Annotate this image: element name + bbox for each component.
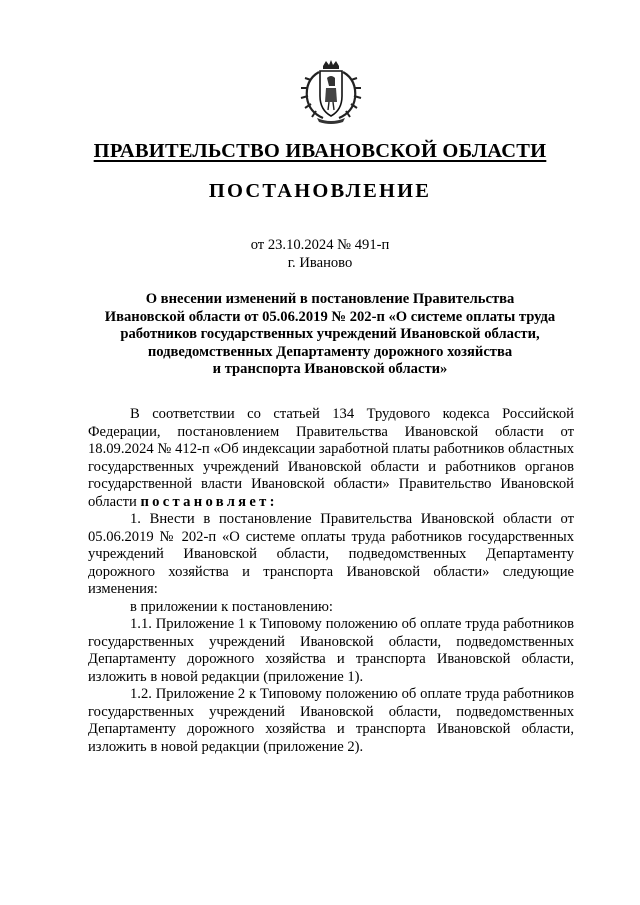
decree-word: постановляет: [140, 493, 278, 510]
item-1: 1. Внести в постановление Правительства Ивановской области от 05.06.2019 № 202-п «О системе оплаты труда работников государственных учреждений Ивановской области, подведомственных Департаменту дорожного хозяйства и транспорта Ивановской области» следующие изменения: [88, 511, 574, 597]
title-line: Ивановской области от 05.06.2019 № 202-п «О системе оплаты труда [104, 308, 556, 325]
document-body [88, 406, 574, 756]
appendix-intro: в приложении к постановлению: [130, 598, 333, 615]
document-title [90, 291, 570, 379]
title-line: работников государственных учреждений Ивановской области, [120, 326, 540, 342]
document-date-block [0, 236, 640, 272]
title-line: подведомственных Департаменту дорожного хозяйства [147, 343, 513, 360]
document-type: ПОСТАНОВЛЕНИЕ [208, 180, 432, 202]
coat-of-arms-icon [293, 58, 369, 126]
item-1-2: 1.2. Приложение 2 к Типовому положению об оплате труда работников государственных учреждений Ивановской области, подведомственных Департаменту дорожного хозяйства и транспорта Ивановской области, изложить в новой редакции (приложение 2). [88, 686, 574, 755]
title-line: и транспорта Ивановской области» [212, 361, 448, 377]
organization-name: ПРАВИТЕЛЬСТВО ИВАНОВСКОЙ ОБЛАСТИ [93, 140, 547, 162]
title-line: О внесении изменений в постановление Правительства [145, 291, 515, 307]
date-number: от 23.10.2024 № 491-п [250, 237, 390, 253]
city: г. Иваново [287, 255, 353, 271]
item-1-1: 1.1. Приложение 1 к Типовому положению об оплате труда работников государственных учреждений Ивановской области, подведомственных Департаменту дорожного хозяйства и транспорта Ивановской области, изложить в новой редакции (приложение 1). [88, 616, 574, 685]
preamble-text: В соответствии со статьей 134 Трудового кодекса Российской Федерации, постановлением Правительства Ивановской области от 18.09.2024 № 412-п «Об индексации заработной платы работников областных государственных учреждений Ивановской области и работников органов государственной власти Ивановской области» Правительство Ивановской области [88, 406, 574, 510]
preamble-paragraph [88, 406, 574, 511]
